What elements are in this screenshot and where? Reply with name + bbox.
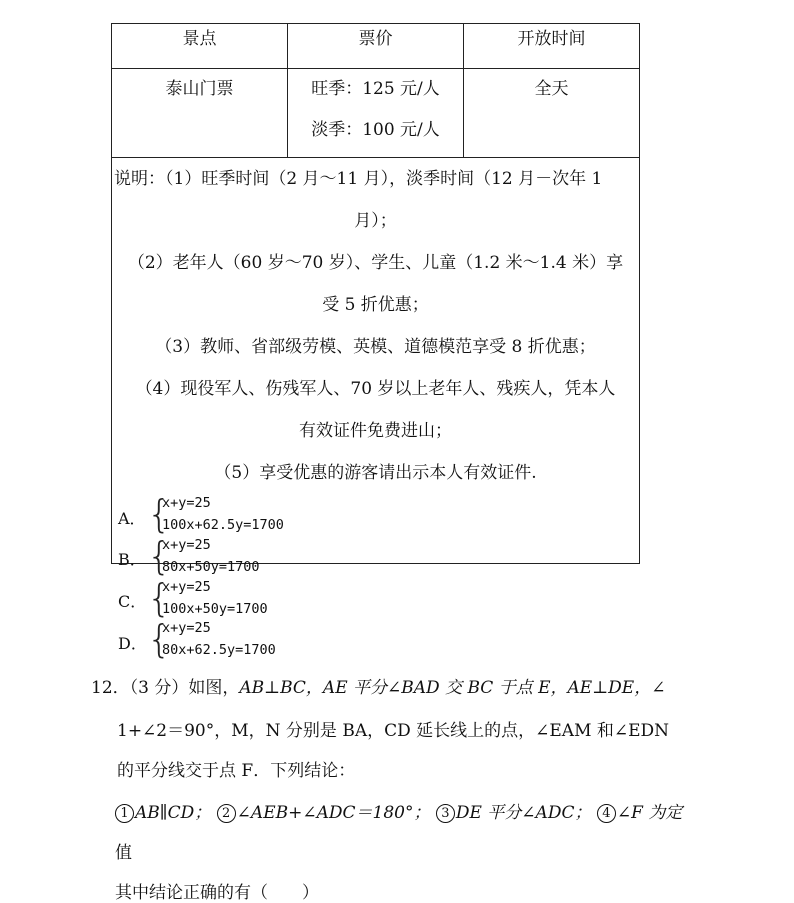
note-line: 说明：（1）旺季时间（2 月～11 月），淡季时间（12 月－次年 1 — [114, 169, 603, 189]
question-prompt: 其中结论正确的有（ ） — [115, 883, 319, 903]
brace-icon: { — [147, 617, 172, 661]
equation: 100x+50y=1700 — [162, 601, 268, 617]
question-line: 的平分线交于点 F．下列结论： — [117, 761, 356, 781]
table-row — [112, 69, 640, 158]
note-line: 受 5 折优惠； — [322, 295, 429, 315]
header-hours: 开放时间 — [464, 24, 640, 69]
option-label: B． — [118, 550, 146, 569]
note-line: （5）享受优惠的游客请出示本人有效证件. — [214, 463, 537, 483]
equation: x+y=25 — [162, 537, 211, 553]
note-line: （4）现役军人、伤残军人、70 岁以上老年人、残疾人，凭本人 — [135, 379, 616, 399]
question-line: 值 — [115, 843, 132, 863]
table-header-row — [112, 24, 640, 69]
circled-number: 2 — [217, 804, 236, 823]
option-label: A． — [118, 509, 146, 528]
header-site: 景点 — [112, 24, 288, 69]
header-price: 票价 — [288, 24, 464, 69]
cell-hours: 全天 — [464, 69, 640, 158]
question-number: 12．（3 分）如图， — [91, 678, 240, 698]
option-label: C． — [118, 592, 147, 611]
equation: x+y=25 — [162, 579, 211, 595]
equation: x+y=25 — [162, 495, 211, 511]
brace-icon: { — [147, 492, 172, 536]
brace-icon: { — [147, 576, 172, 620]
price-off: 淡季：100 元/人 — [311, 120, 440, 140]
question-line: 1+∠2＝90°，M，N 分别是 BA，CD 延长线上的点，∠EAM 和∠EDN — [117, 721, 670, 741]
note-line: 有效证件免费进山； — [299, 421, 452, 441]
conclusions-line: 1 AB∥CD； 2 ∠AEB+∠ADC＝180°； 3 DE 平分∠ADC； 4 ∠F 为定 — [115, 798, 682, 823]
equation: 80x+50y=1700 — [162, 559, 260, 575]
note-line: （2）老年人（60 岁～70 岁）、学生、儿童（1.2 米～1.4 米）享 — [127, 253, 624, 273]
equation: 80x+62.5y=1700 — [162, 642, 276, 658]
circled-number: 4 — [597, 804, 616, 823]
equation: x+y=25 — [162, 620, 211, 636]
note-line: 月）； — [354, 211, 397, 231]
circled-number: 1 — [115, 804, 134, 823]
question-line — [91, 673, 665, 698]
brace-icon: { — [147, 534, 172, 578]
question-text: AB⊥BC，AE 平分∠BAD 交 BC 于点 E，AE⊥DE，∠ — [239, 678, 666, 698]
ticket-price-table — [111, 23, 640, 564]
price-peak: 旺季：125 元/人 — [311, 79, 440, 99]
note-line: （3）教师、省部级劳模、英模、道德模范享受 8 折优惠； — [155, 337, 596, 357]
option-label: D． — [118, 634, 147, 653]
cell-price — [288, 69, 464, 158]
cell-site: 泰山门票 — [112, 69, 288, 158]
equation: 100x+62.5y=1700 — [162, 517, 284, 533]
circled-number: 3 — [436, 804, 455, 823]
